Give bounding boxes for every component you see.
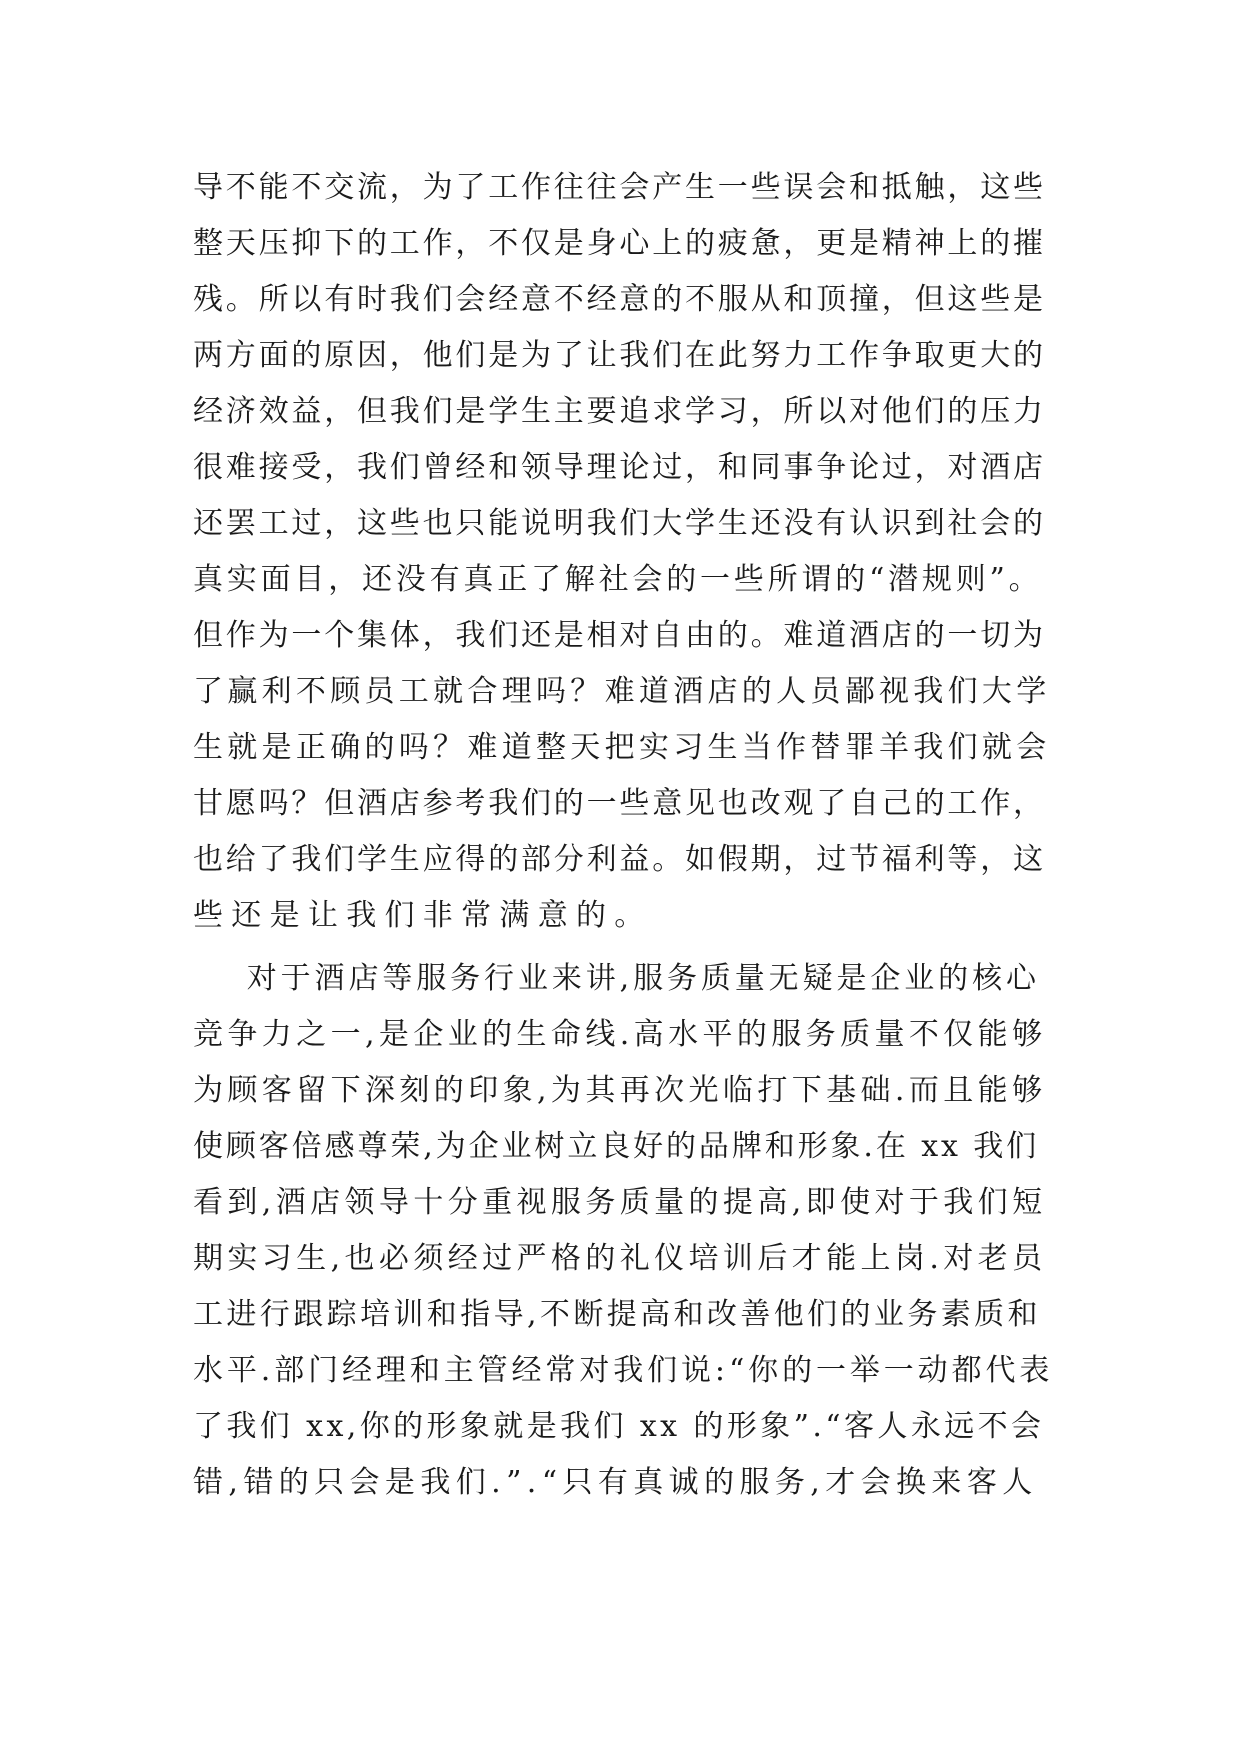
text-line: 水平.部门经理和主管经常对我们说:“你的一举一动都代表 xyxy=(193,1353,1054,1388)
text-line: 两方面的原因，他们是为了让我们在此努力工作争取更大的 xyxy=(193,338,1046,373)
text-line: 真实面目，还没有真正了解社会的一些所谓的“潜规则”。 xyxy=(193,562,1043,597)
text-line: 期实习生,也必须经过严格的礼仪培训后才能上岗.对老员 xyxy=(193,1241,1047,1276)
text-line: 了赢利不顾员工就合理吗？难道酒店的人员鄙视我们大学 xyxy=(193,674,1051,709)
text-line: 经济效益，但我们是学生主要追求学习，所以对他们的压力 xyxy=(193,394,1046,429)
text-line: 还罢工过，这些也只能说明我们大学生还没有认识到社会的 xyxy=(193,506,1046,541)
text-line: 工进行跟踪培训和指导,不断提高和改善他们的业务素质和 xyxy=(193,1297,1041,1332)
text-line: 些还是让我们非常满意的。 xyxy=(193,898,653,933)
text-line: 使顾客倍感尊荣,为企业树立良好的品牌和形象.在 xx 我们 xyxy=(193,1129,1040,1164)
text-line: 看到,酒店领导十分重视服务质量的提高,即使对于我们短 xyxy=(193,1185,1047,1220)
text-line: 也给了我们学生应得的部分利益。如假期，过节福利等，这 xyxy=(193,842,1046,877)
text-line: 但作为一个集体，我们还是相对自由的。难道酒店的一切为 xyxy=(193,618,1046,653)
text-line: 很难接受，我们曾经和领导理论过，和同事争论过，对酒店 xyxy=(193,450,1046,485)
text-line: 甘愿吗？但酒店参考我们的一些意见也改观了自己的工作， xyxy=(193,786,1046,821)
text-line: 了我们 xx,你的形象就是我们 xx 的形象”.“客人永远不会 xyxy=(193,1409,1045,1444)
text-line: 生就是正确的吗？难道整天把实习生当作替罪羊我们就会 xyxy=(193,730,1051,765)
text-line: 错,错的只会是我们.”.“只有真诚的服务,才会换来客人 xyxy=(193,1465,1038,1500)
text-line: 残。所以有时我们会经意不经意的不服从和顶撞，但这些是 xyxy=(193,282,1046,317)
text-line: 整天压抑下的工作，不仅是身心上的疲惫，更是精神上的摧 xyxy=(193,226,1046,261)
text-line: 为顾客留下深刻的印象,为其再次光临打下基础.而且能够 xyxy=(193,1073,1047,1108)
text-line: 竞争力之一,是企业的生命线.高水平的服务质量不仅能够 xyxy=(193,1017,1047,1052)
text-line: 对于酒店等服务行业来讲,服务质量无疑是企业的核心 xyxy=(193,961,1040,996)
text-line: 导不能不交流，为了工作往往会产生一些误会和抵触，这些 xyxy=(193,170,1046,205)
